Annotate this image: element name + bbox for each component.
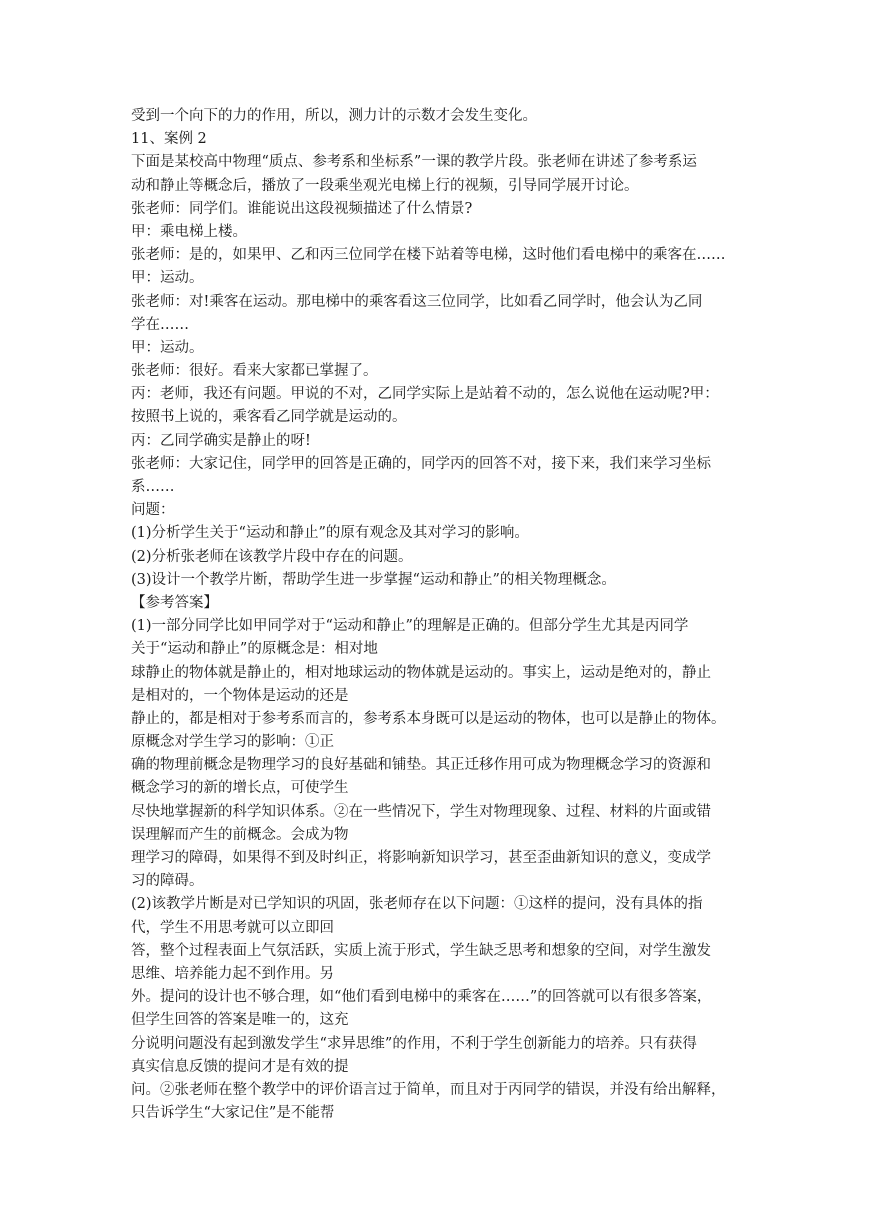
text-line: (2)该教学片断是对已学知识的巩固，张老师存在以下问题：①这样的提问，没有具体的指 xyxy=(131,896,703,913)
text-line: 张老师：很好。看来大家都已掌握了。 xyxy=(131,363,378,380)
text-line: 代，学生不用思考就可以立即回 xyxy=(131,919,334,936)
text-line: 确的物理前概念是物理学习的良好基础和铺垫。其正迁移作用可成为物理概念学习的资源和 xyxy=(131,757,711,774)
text-line: 甲：运动。 xyxy=(131,339,204,356)
document-body xyxy=(131,105,737,1125)
text-line: 只告诉学生“大家记住”是不能帮 xyxy=(131,1105,335,1122)
text-line: 关于“运动和静止”的原概念是：相对地 xyxy=(131,641,378,658)
text-line: 静止的，都是相对于参考系而言的，参考系本身既可以是运动的物体，也可以是静止的物体。 xyxy=(131,710,726,727)
text-line: 误理解而产生的前概念。会成为物 xyxy=(131,826,349,843)
text-line: 是相对的，一个物体是运动的还是 xyxy=(131,687,349,704)
text-line: 丙：乙同学确实是静止的呀! xyxy=(131,432,311,449)
text-line: 尽快地掌握新的科学知识体系。②在一些情况下，学生对物理现象、过程、材料的片面或错 xyxy=(131,803,711,820)
text-line: 问题： xyxy=(131,502,175,519)
text-line: 甲：运动。 xyxy=(131,270,204,287)
text-line: 张老师：大家记住，同学甲的回答是正确的，同学丙的回答不对，接下来，我们来学习坐标 xyxy=(131,455,711,472)
text-line: 真实信息反馈的提问才是有效的提 xyxy=(131,1058,349,1075)
text-line: 习的障碍。 xyxy=(131,873,204,890)
text-line: (2)分析张老师在该教学片段中存在的问题。 xyxy=(131,548,413,565)
text-line: 答，整个过程表面上气氛活跃，实质上流于形式，学生缺乏思考和想象的空间，对学生激发 xyxy=(131,942,711,959)
text-line: 思维、培养能力起不到作用。另 xyxy=(131,965,334,982)
text-line: 张老师：同学们。谁能说出这段视频描述了什么情景? xyxy=(131,200,473,217)
text-line: 动和静止等概念后，播放了一段乘坐观光电梯上行的视频，引导同学展开讨论。 xyxy=(131,177,639,194)
text-line: 下面是某校高中物理“质点、参考系和坐标系”一课的教学片段。张老师在讲述了参考系运 xyxy=(131,154,697,171)
text-line: 球静止的物体就是静止的，相对地球运动的物体就是运动的。事实上，运动是绝对的，静止 xyxy=(131,664,711,681)
text-line: 张老师：对!乘客在运动。那电梯中的乘客看这三位同学，比如看乙同学时，他会认为乙同 xyxy=(131,293,703,310)
text-line: 张老师：是的，如果甲、乙和丙三位同学在楼下站着等电梯，这时他们看电梯中的乘客在…… xyxy=(131,247,726,264)
text-line: 问。②张老师在整个教学中的评价语言过于简单，而且对于丙同学的错误，并没有给出解释， xyxy=(131,1081,726,1098)
text-line: (1)分析学生关于“运动和静止”的原有观念及其对学习的影响。 xyxy=(131,525,529,542)
text-line: 原概念对学生学习的影响：①正 xyxy=(131,734,334,751)
text-line: 【参考答案】 xyxy=(131,594,218,611)
text-line: 理学习的障碍，如果得不到及时纠正，将影响新知识学习，甚至歪曲新知识的意义，变成学 xyxy=(131,850,711,866)
text-line: 分说明问题没有起到激发学生“求异思维”的作用，不利于学生创新能力的培养。只有获得 xyxy=(131,1035,697,1052)
text-line: 甲：乘电梯上楼。 xyxy=(131,223,247,240)
text-line: 概念学习的新的增长点，可使学生 xyxy=(131,780,349,797)
text-line: 外。提问的设计也不够合理，如“他们看到电梯中的乘客在……”的回答就可以有很多答案， xyxy=(131,989,712,1006)
text-line: 11、案例 2 xyxy=(131,131,207,148)
text-line: 学在…… xyxy=(131,316,189,333)
text-line: 系…… xyxy=(131,479,175,495)
text-line: 受到一个向下的力的作用，所以，测力计的示数才会发生变化。 xyxy=(131,108,537,124)
text-line: (1)一部分同学比如甲同学对于“运动和静止”的理解是正确的。但部分学生尤其是丙同学 xyxy=(131,618,689,635)
text-line: (3)设计一个教学片断，帮助学生进一步掌握“运动和静止”的相关物理概念。 xyxy=(131,571,616,588)
text-line: 按照书上说的，乘客看乙同学就是运动的。 xyxy=(131,409,407,426)
text-line: 丙：老师，我还有问题。甲说的不对，乙同学实际上是站着不动的，怎么说他在运动呢?甲： xyxy=(131,386,719,403)
text-line: 但学生回答的答案是唯一的，这充 xyxy=(131,1012,349,1029)
